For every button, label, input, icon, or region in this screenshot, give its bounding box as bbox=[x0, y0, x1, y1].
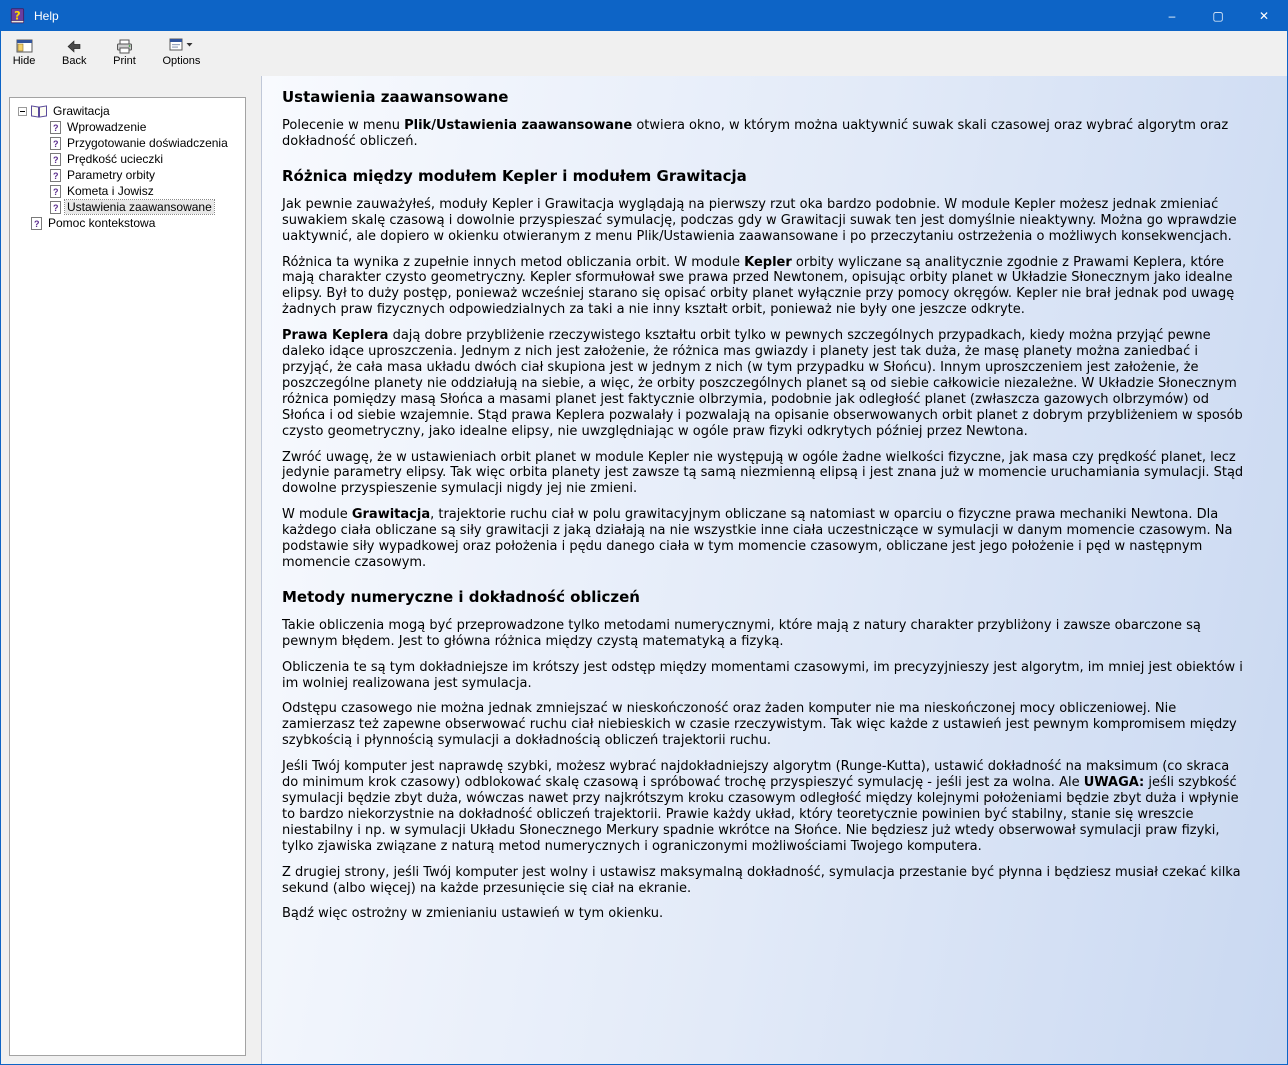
help-book-icon bbox=[9, 7, 27, 25]
help-topic-icon bbox=[31, 217, 42, 230]
section-heading: Metody numeryczne i dokładność obliczeń bbox=[282, 587, 640, 606]
back-button[interactable] bbox=[57, 34, 91, 77]
tree-item-label: Prędkość ucieczki bbox=[67, 152, 164, 166]
paragraph: Takie obliczenia mogą być przeprowadzone tylko metodami numerycznymi, które mają z natury charakter przybliżony i zawsze obarczone są pewnym błędem. Jest to główna różnica między czystą matematyką a fizyką. bbox=[282, 617, 1201, 649]
dropdown-arrow-icon bbox=[186, 37, 193, 55]
tree-item-label: Pomoc kontekstowa bbox=[48, 216, 156, 230]
paragraph: Polecenie w menu Plik/Ustawienia zaawansowane otwiera okno, w którym można uaktywnić suwak skali czasowej oraz wybrać algorytm oraz dokładność obliczeń. bbox=[282, 118, 1229, 149]
maximize-button[interactable]: ▢ bbox=[1212, 9, 1224, 23]
tree-indent-spacer bbox=[37, 155, 46, 164]
tree-item-label: Parametry orbity bbox=[67, 168, 156, 182]
paragraph: Jeśli Twój komputer jest naprawdę szybki, możesz wybrać najdokładniejszy algorytm (Runge-Kutta), ustawić dokładność na maksimum (co skraca do minimum krok czasowy) odblokować skalę czasową i spróbować trochę przyspieszyć symulację - jeśli jest za wolna. Ale UWAGA: jeśli szybkość symulacji będzie zbyt duża, wówczas nawet przy najkrótszym kroku czasowym odległość między kolejnymi położeniami będzie zbyt duża i wpłynie to bardzo niekorzystnie na dokładność obliczeń trajektorii. Prawie każdy układ, który teoretycznie powinien być stabilny, stanie się wreszcie niestabilny i np. w symulacji Układu Słonecznego Merkury spadnie wkrótce na Słońce. Nie będziesz już wtedy obserwował symulacji praw fizyki, tylko zjawiska związane z naturą metod numerycznych i ograniczonymi możliwościami Twojego komputera. bbox=[282, 759, 1239, 854]
tree-item-label: Wprowadzenie bbox=[67, 120, 147, 134]
minimize-button[interactable]: – bbox=[1168, 9, 1176, 23]
tree-item-pomoc-kontekstowa[interactable] bbox=[12, 215, 243, 231]
paragraph: Prawa Keplera dają dobre przybliżenie rzeczywistego kształtu orbit tylko w pewnych szczególnych przypadkach, kiedy można przyjąć pewne daleko idące uproszczenia. Jednym z nich jest założenie, że różnica mas gwiazdy i planety jest tak duża, że masę planety można zaniedbać i przyjąć, że cała masa układu dwóch ciał skupiona jest w jednym z nich (w tym przypadku w Słońcu). Innym uproszczeniem jest założenie, że poszczególne planety nie oddziałują na siebie, a więc, że orbity poszczególnych planet są od siebie całkowicie niezależne. W Układzie Słonecznym różnica pomiędzy masą Słońca a masami planet jest faktycznie olbrzymia, podobnie jak odległość planet (zwłaszcza gazowych olbrzymów) od Słońca i od siebie wzajemnie. Stąd prawa Keplera pozwalały i pozwalają na opisanie obserwowanych orbit planet z dobrym przybliżeniem w sposób czysto geometryczny, jako idealne elipsy, nie uwzględniając w ogóle praw fizyki odkrytych później przez Newtona. bbox=[282, 328, 1243, 439]
tree-item-label: Grawitacja bbox=[53, 104, 110, 118]
back-arrow-icon bbox=[66, 37, 82, 55]
tree-indent-spacer bbox=[37, 123, 46, 132]
tree-item-label: Przygotowanie doświadczenia bbox=[67, 136, 228, 150]
tree-indent-spacer bbox=[37, 187, 46, 196]
close-button[interactable]: ✕ bbox=[1258, 9, 1270, 23]
tree-item-predkosc-ucieczki[interactable] bbox=[12, 151, 243, 167]
paragraph: Z drugiej strony, jeśli Twój komputer jest wolny i ustawisz maksymalną dokładność, symulacja przestanie być płynna i będziesz musiał czekać kilka sekund (albo więcej) na każde przesunięcie się ciał na ekranie. bbox=[282, 864, 1241, 896]
paragraph: Odstępu czasowego nie można jednak zmniejszać w nieskończoność oraz żaden komputer nie ma nieskończonej mocy obliczeniowej. Nie zamierzasz też zapewne obserwować ruchu ciał niebieskich w czasie rzeczywistym. Tak więc każde z ustawień jest pewnym kompromisem między szybkością i płynnością symulacji a dokładnością obliczeń trajektorii ruchu. bbox=[282, 701, 1237, 749]
hide-button[interactable] bbox=[7, 34, 41, 77]
section-heading: Ustawienia zaawansowane bbox=[282, 88, 509, 106]
tree-item-kometa-i-jowisz[interactable] bbox=[12, 183, 243, 199]
paragraph: Obliczenia te są tym dokładniejsze im krótszy jest odstęp między momentami czasowymi, im precyzyjnieszy jest algorytm, im mniej jest obiektów i im wolniej realizowana jest symulacja. bbox=[282, 659, 1243, 691]
tree-item-wprowadzenie[interactable] bbox=[12, 119, 243, 135]
open-book-icon bbox=[31, 105, 47, 117]
tree-item-parametry-orbity[interactable] bbox=[12, 167, 243, 183]
section-heading: Różnica między modułem Kepler i modułem Grawitacja bbox=[282, 166, 747, 185]
back-button-label: Back bbox=[62, 55, 87, 67]
window-controls bbox=[1149, 1, 1287, 31]
paragraph: Bądź więc ostrożny w zmienianiu ustawień w tym okienku. bbox=[282, 906, 664, 922]
topic-content bbox=[261, 76, 1287, 1064]
tree-item-label: Kometa i Jowisz bbox=[67, 184, 154, 198]
collapse-minus-icon[interactable] bbox=[18, 107, 27, 116]
hide-panel-icon bbox=[16, 37, 33, 55]
toc-panel bbox=[9, 97, 246, 1056]
titlebar bbox=[1, 1, 1287, 31]
toc-tree bbox=[12, 103, 243, 231]
options-window-icon bbox=[169, 37, 184, 55]
printer-icon bbox=[116, 37, 133, 55]
tree-item-label: Ustawienia zaawansowane bbox=[67, 200, 212, 214]
help-topic-icon bbox=[50, 121, 61, 134]
paragraph: Zwróć uwagę, że w ustawieniach orbit planet w module Kepler nie występują w ogóle żadne wielkości fizyczne, jak masa czy prędkość planet, lecz jedynie parametry elipsy. Tak więc orbita planety jest zawsze tą samą niezmienną elipsą i jest znana już w momencie uruchamiania symulacji. Stąd dowolne przyspieszenie symulacji nigdy jej nie zmieni. bbox=[282, 449, 1244, 497]
options-button[interactable] bbox=[157, 34, 205, 77]
print-button[interactable] bbox=[107, 34, 141, 77]
window-title: Help bbox=[34, 9, 59, 23]
help-topic-icon bbox=[50, 185, 61, 198]
svg-text:?: ? bbox=[14, 9, 21, 23]
help-topic-icon bbox=[50, 153, 61, 166]
tree-item-ustawienia-zaawansowane[interactable] bbox=[12, 199, 243, 215]
toolbar bbox=[1, 31, 1287, 77]
help-topic-icon bbox=[50, 169, 61, 182]
print-button-label: Print bbox=[113, 55, 136, 67]
help-topic-icon bbox=[50, 201, 61, 214]
tree-indent-spacer bbox=[18, 219, 27, 228]
tree-item-grawitacja[interactable] bbox=[12, 103, 243, 119]
tree-indent-spacer bbox=[37, 171, 46, 180]
paragraph: Jak pewnie zauważyłeś, moduły Kepler i Grawitacja wyglądają na pierwszy rzut oka bardzo podobnie. W module Kepler możesz jednak zmieniać suwakiem skalę czasową i dowolnie przyspieszać symulację, podczas gdy w Grawitacji suwak ten jest domyślnie nieaktywny. Można go wprawdzie uaktywnić, ale dopiero w okienku otwieranym z menu Plik/Ustawienia zaawansowane i po przeczytaniu ostrzeżenia o możliwych konsekwencjach. bbox=[282, 196, 1237, 244]
options-button-label: Options bbox=[162, 55, 201, 67]
tree-item-przygotowanie-doswiadczenia[interactable] bbox=[12, 135, 243, 151]
help-topic-icon bbox=[50, 137, 61, 150]
tree-indent-spacer bbox=[37, 139, 46, 148]
paragraph: W module Grawitacja, trajektorie ruchu ciał w polu grawitacyjnym obliczane są natomiast w oparciu o fizyczne prawa mechaniki Newtona. Dla każdego ciała obliczane są siły grawitacji z jaką działają na nie wszystkie inne ciała uczestniczące w symulacji w danym momencie czasowym. Na podstawie siły wypadkowej oraz położenia i pędu danego ciała w tym momencie czasowym, obliczane jest jego położenie i pęd w następnym momencie czasowym. bbox=[282, 507, 1233, 570]
hide-button-label: Hide bbox=[12, 55, 36, 67]
paragraph: Różnica ta wynika z zupełnie innych metod obliczania orbit. W module Kepler orbity wyliczane są analitycznie zgodnie z Prawami Keplera, które mają charakter czysto geometryczny. Kepler sformułował swe prawa przed Newtonem, opisując orbity planet w Układzie Słonecznym jako idealne elipsy. Był to duży postęp, ponieważ wcześniej starano się opisać orbity planet wyłącznie przy pomocy okręgów. Kepler nie brał jednak pod uwagę żadnych praw fizycznych odpowiedzialnych za taki a nie inny kształt orbit, ponieważ nie były one jeszcze odkryte. bbox=[282, 254, 1235, 318]
tree-indent-spacer bbox=[37, 203, 46, 212]
